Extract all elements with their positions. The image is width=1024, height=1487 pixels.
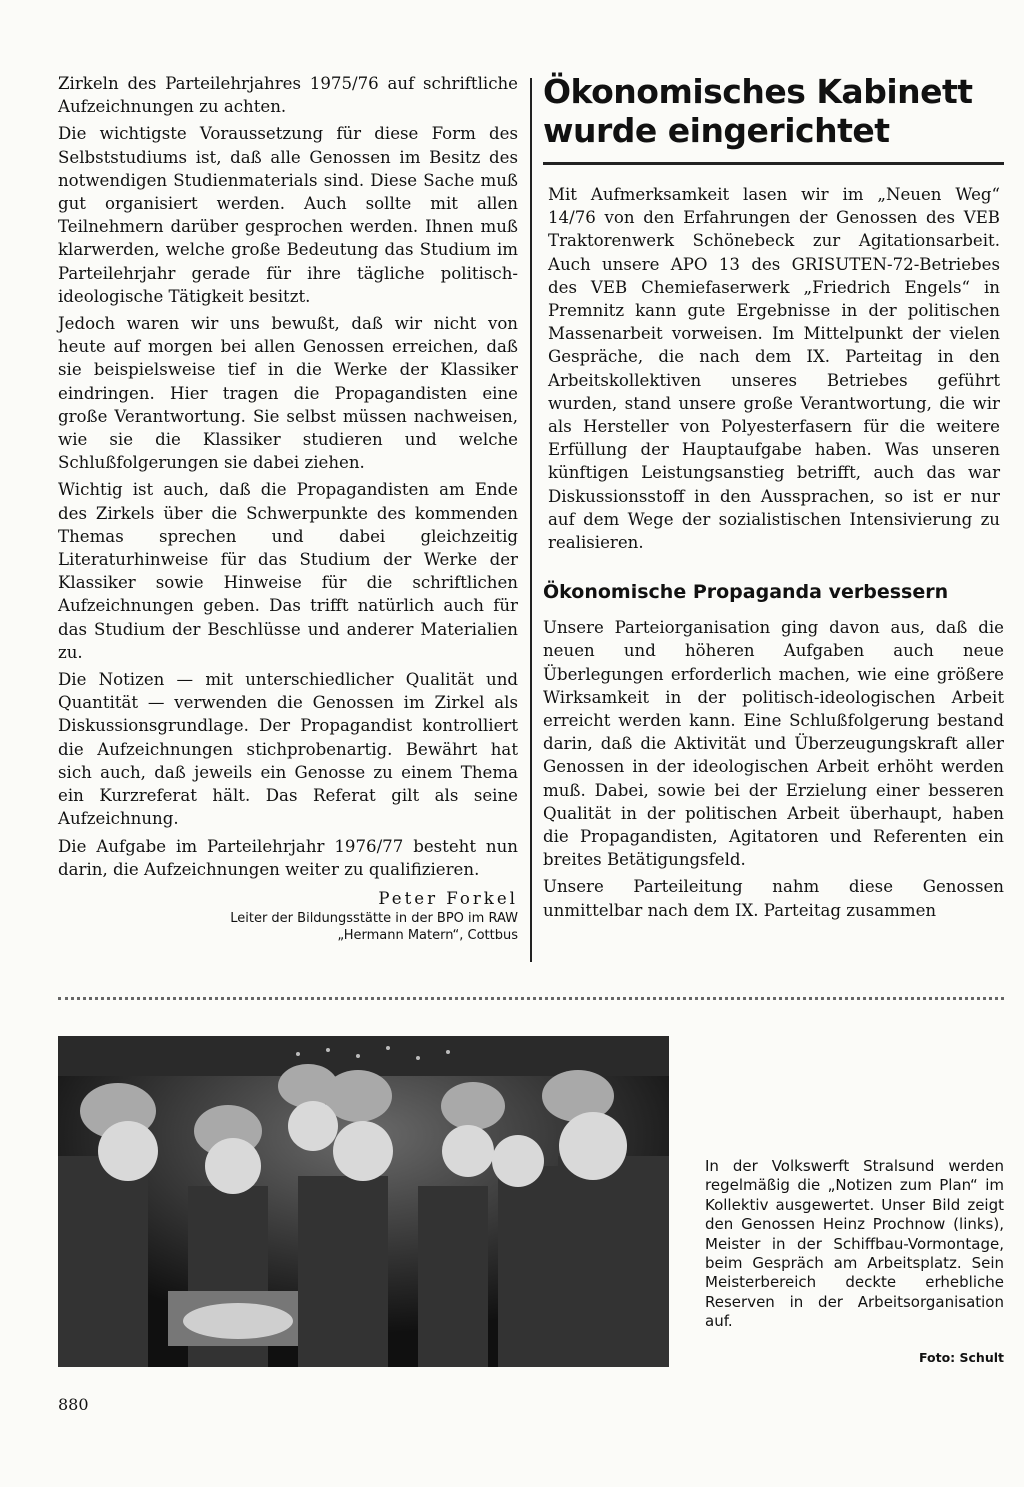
- left-paragraph-3: Jedoch waren wir uns bewußt, daß wir nicht von heute auf morgen bei allen Genossen erreichen, daß sie beispielsweise tief in die Werke der Klassiker eindringen. Hier tragen die Propagandisten eine große Verantwortung. Sie selbst müssen nachweisen, wie sie die Klassiker studieren und welche Schlußfolgerungen sie dabei ziehen.: [58, 314, 518, 473]
- left-column: [58, 72, 518, 944]
- author-role-line-1: Leiter der Bildungsstätte in der BPO im RAW: [230, 911, 518, 927]
- photo-illustration: [58, 1036, 669, 1367]
- headline-rule: [543, 162, 1004, 165]
- column-divider: [530, 78, 532, 962]
- photo-credit: Foto: Schult: [918, 1350, 1004, 1365]
- left-paragraph-4: Wichtig ist auch, daß die Propagandisten am Ende des Zirkels über die Schwerpunkte des kommenden Themas sprechen und dabei gleichzeitig Literaturhinweise für das Studium der Werke der Klassiker sowie Hinweise für die schriftlichen Aufzeichnungen geben. Das trifft natürlich auch für das Studium der Beschlüsse und anderer Materialien zu.: [58, 480, 518, 662]
- workers-photo: [58, 1036, 669, 1367]
- left-paragraph-6: Die Aufgabe im Parteilehrjahr 1976/77 besteht nun darin, die Aufzeichnungen weiter zu qualifizieren.: [58, 836, 518, 879]
- right-paragraph-1: Unsere Parteiorganisation ging davon aus, daß die neuen und höheren Aufgaben auch neue Überlegungen erforderlich machen, wie eine größere Wirksamkeit in der politisch-ideologischen Arbeit erreicht werden kann. Eine Schlußfolgerung bestand darin, daß die Aktivität und Überzeugungskraft aller Genossen in der ideologischen Arbeit erhöht werden muß. Dabei, sowie bei der Erzielung einer besseren Qualität in der politischen Arbeit überhaupt, haben die Propagandisten, Agitatoren und Referenten ein breites Betätigungsfeld.: [543, 618, 1004, 870]
- left-paragraph-2: Die wichtigste Voraussetzung für diese Form des Selbststudiums ist, daß alle Genossen im Besitz des notwendigen Studienmaterials sind. Diese Sache muß gut organisiert werden. Auch sollte mit allen Teilnehmern darüber gesprochen werden. Ihnen muß klarwerden, welche große Bedeutung das Studium im Parteilehrjahr gerade für ihre tägliche politisch-ideologische Tätigkeit besitzt.: [58, 124, 518, 306]
- article-headline: [543, 72, 1004, 150]
- left-paragraph-5: Die Notizen — mit unterschiedlicher Qualität und Quantität — verwenden die Genossen im Zirkel als Diskussionsgrundlage. Der Propagandist kontrolliert die Aufzeichnungen stichprobenartig. Bewährt hat sich auch, daß jeweils ein Genosse zu einem Thema ein Kurzreferat hält. Das Referat gilt als seine Aufzeichnung.: [58, 670, 518, 829]
- subheading: Ökonomische Propaganda verbessern: [543, 581, 949, 604]
- headline-line-2: wurde eingerichtet: [543, 111, 890, 150]
- photo-caption: In der Volkswerft Stralsund werden regelmäßig die „Notizen zum Plan“ im Kollektiv ausgewertet. Unser Bild zeigt den Genossen Heinz Prochnow (links), Meister in der Schiffbau-Vormontage, beim Gespräch am Arbeitsplatz. Sein Meisterbereich deckte erhebliche Reserven in der Arbeitsorganisation auf.: [705, 1157, 1004, 1331]
- author-name: Peter Forkel: [378, 888, 518, 908]
- left-paragraph-1: Zirkeln des Parteilehrjahres 1975/76 auf schriftliche Aufzeichnungen zu achten.: [58, 74, 518, 117]
- lead-paragraph: Mit Aufmerksamkeit lasen wir im „Neuen Weg“ 14/76 von den Erfahrungen der Genossen des VEB Traktorenwerk Schönebeck zur Agitationsarbeit. Auch unsere APO 13 des GRISUTEN-72-Betriebes des VEB Chemiefaserwerk „Friedrich Engels“ in Premnitz kann gute Ergebnisse in der politischen Massenarbeit vorweisen. Im Mittelpunkt der vielen Gespräche, die nach dem IX. Parteitag in den Arbeitskollektiven unseres Betriebes geführt wurden, stand unsere große Verantwortung, die wir als Hersteller von Polyesterfasern für die weitere Erfüllung der Hauptaufgabe haben. Was unseren künftigen Leistungsanstieg betrifft, auch das war Diskussionsstoff in den Aussprachen, so ist er nur auf dem Wege der sozialistischen Intensivierung zu realisieren.: [548, 185, 1000, 553]
- page-number: 880: [58, 1395, 89, 1414]
- right-column: [543, 72, 1004, 926]
- headline-line-1: Ökonomisches Kabinett: [543, 72, 973, 111]
- section-divider: [58, 997, 1004, 1000]
- author-role-line-2: „Hermann Matern“, Cottbus: [337, 928, 518, 944]
- right-paragraph-2: Unsere Parteileitung nahm diese Genossen unmittelbar nach dem IX. Parteitag zusammen: [543, 877, 1004, 920]
